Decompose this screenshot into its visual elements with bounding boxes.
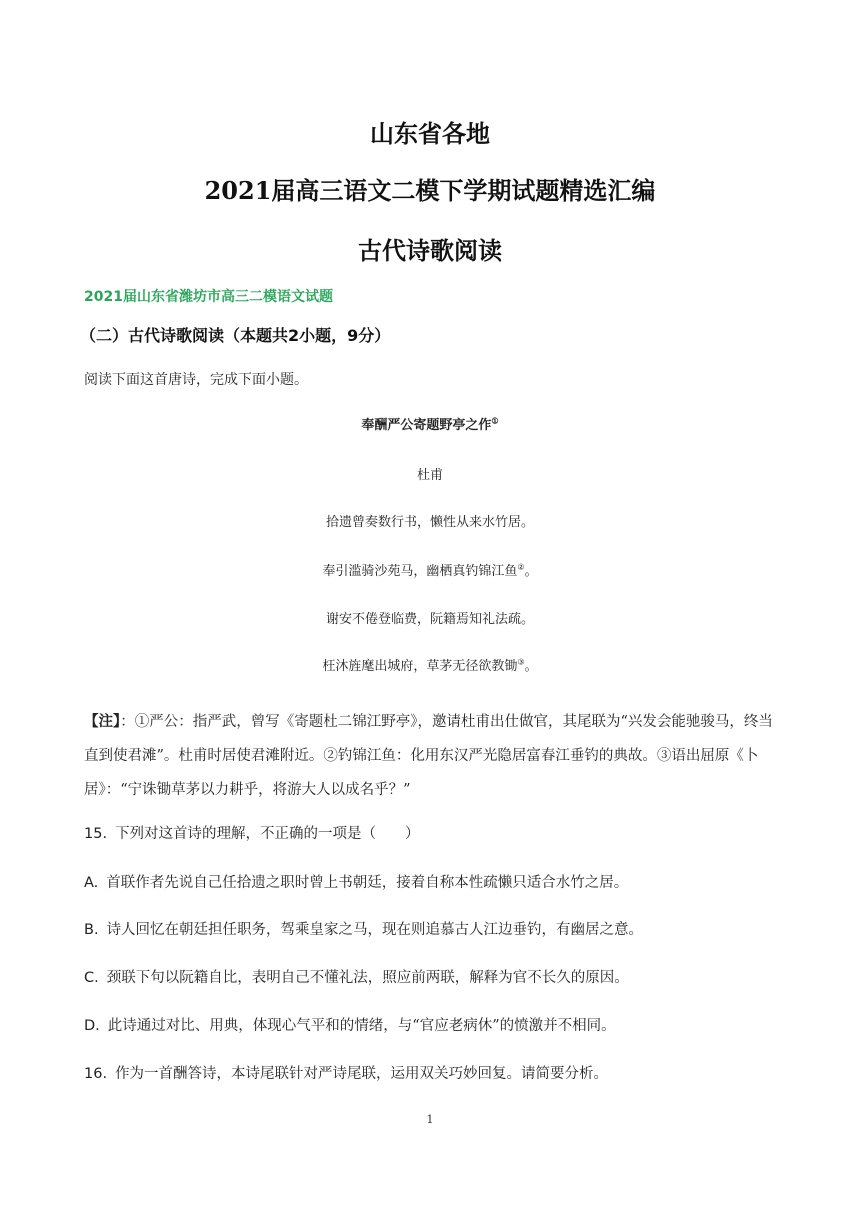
option-label: B. xyxy=(84,922,99,938)
question-number: 15. xyxy=(84,826,108,842)
question-15 xyxy=(84,822,420,843)
option-text: 此诗通过对比、用典，体现心气平和的情绪，与“官应老病休”的愤激并不相同。 xyxy=(107,1018,616,1034)
option-text: 诗人回忆在朝廷担任职务，驾乘皇家之马，现在则追慕古人江边垂钓，有幽居之意。 xyxy=(106,922,644,938)
poem-line-4 xyxy=(0,655,860,674)
question-number: 16. xyxy=(84,1066,108,1082)
exam-source-heading: 2021届山东省潍坊市高三二模语文试题 xyxy=(84,289,333,305)
poem-line-2 xyxy=(0,560,860,579)
poem-title-text: 奉酬严公寄题野亭之作 xyxy=(361,418,492,433)
question-text: 作为一首酬答诗，本诗尾联针对严诗尾联，运用双关巧妙回复。请简要分析。 xyxy=(115,1066,609,1082)
option-label: D. xyxy=(84,1018,100,1034)
doc-title-line1: 山东省各地 xyxy=(370,119,490,148)
poem-note-mark: ② xyxy=(517,562,525,572)
question-text: 下列对这首诗的理解，不正确的一项是（ ） xyxy=(115,826,420,842)
doc-title-line2: 2021届高三语文二模下学期试题精选汇编 xyxy=(204,176,656,205)
question-16 xyxy=(84,1062,608,1083)
option-b xyxy=(84,918,643,939)
poem-line-text: 拾遗曾奏数行书，懒性从来水竹居。 xyxy=(325,515,534,530)
section-heading: （二）古代诗歌阅读（本题共2小题，9分） xyxy=(80,326,391,345)
poem-title-note-mark: ① xyxy=(491,416,499,426)
annotation-note xyxy=(84,705,778,807)
note-text: ：①严公：指严武，曾写《寄题杜二锦江野亭》，邀请杜甫出仕做官，其尾联为“兴发会能驰骏马，终当直到使君滩”。杜甫时居使君滩附近。②钓锦江鱼：化用东汉严光隐居富春江垂钓的典故。③语出屈原《卜居》：“宁诛锄草茅以力耕乎，将游大人以成名乎？” xyxy=(84,714,773,798)
poem-line-text: 奉引滥骑沙苑马，幽栖真钓锦江鱼 xyxy=(322,564,518,579)
option-a xyxy=(84,871,628,892)
poem-author: 杜甫 xyxy=(416,468,443,483)
option-c xyxy=(84,966,629,987)
option-text: 颈联下句以阮籍自比，表明自己不懂礼法，照应前两联，解释为官不长久的原因。 xyxy=(106,970,629,986)
option-label: A. xyxy=(84,875,99,891)
poem-line-text: 谢安不倦登临费，阮籍焉知礼法疏。 xyxy=(325,612,534,627)
instructions-text: 阅读下面这首唐诗，完成下面小题。 xyxy=(84,372,308,388)
note-label: 【注】 xyxy=(84,713,121,730)
option-text: 首联作者先说自己任拾遗之职时曾上书朝廷，接着自称本性疏懒只适合水竹之居。 xyxy=(106,875,629,891)
option-d xyxy=(84,1014,616,1035)
page-number: 1 xyxy=(426,1113,434,1126)
poem-title xyxy=(0,414,860,433)
option-label: C. xyxy=(84,970,99,986)
doc-title-line3: 古代诗歌阅读 xyxy=(358,236,502,265)
poem-line-1 xyxy=(0,511,860,530)
poem-note-mark: ③ xyxy=(517,657,525,667)
poem-line-tail: 。 xyxy=(524,659,538,674)
poem-line-3 xyxy=(0,608,860,627)
poem-line-tail: 。 xyxy=(524,564,538,579)
poem-line-text: 枉沐旌麾出城府，草茅无径欲教锄 xyxy=(322,659,518,674)
